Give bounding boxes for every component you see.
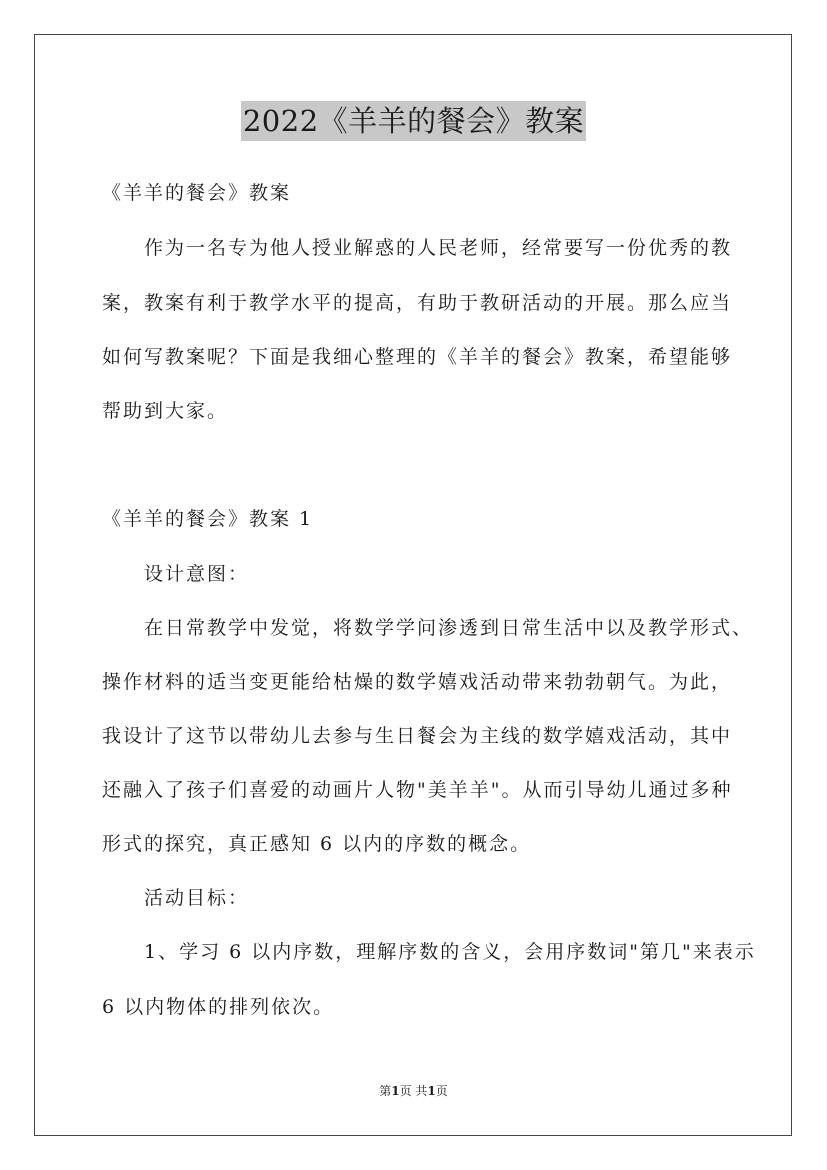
design-line-1: 在日常教学中发觉，将数学学问渗透到日常生活中以及教学形式、 xyxy=(144,617,754,639)
footer-page-mid: 页 共 xyxy=(399,1084,428,1098)
design-line-2: 操作材料的适当变更能给枯燥的数学嬉戏活动带来勃勃朝气。为此， xyxy=(102,671,733,693)
intro-line-1: 作为一名专为他人授业解惑的人民老师，经常要写一份优秀的教 xyxy=(144,237,733,259)
intro-line-4: 帮助到大家。 xyxy=(102,400,229,422)
intro-line-3: 如何写教案呢？下面是我细心整理的《羊羊的餐会》教案，希望能够 xyxy=(102,346,733,368)
title-container xyxy=(0,101,827,141)
intro-line-2: 案，教案有利于教学水平的提高，有助于教研活动的开展。那么应当 xyxy=(102,292,733,314)
goal-line-2: 6 以内物体的排列依次。 xyxy=(102,996,335,1018)
footer-total-pages: 1 xyxy=(427,1084,436,1098)
design-line-4: 还融入了孩子们喜爱的动画片人物"美羊羊"。从而引导幼儿通过多种 xyxy=(102,779,733,801)
page-footer xyxy=(0,1083,827,1099)
design-line-3: 我设计了这节以带幼儿去参与生日餐会为主线的数学嬉戏活动，其中 xyxy=(102,725,733,747)
design-label: 设计意图： xyxy=(144,563,250,585)
footer-page-prefix: 第 xyxy=(379,1084,392,1098)
section-heading: 《羊羊的餐会》教案 1 xyxy=(102,508,314,530)
document-title: 2022《羊羊的餐会》教案 xyxy=(241,101,586,141)
footer-page-number: 1 xyxy=(391,1084,400,1098)
goal-line-1: 1、学习 6 以内序数，理解序数的含义，会用序数词"第几"来表示 xyxy=(144,941,756,963)
design-line-5: 形式的探究，真正感知 6 以内的序数的概念。 xyxy=(102,833,532,855)
footer-page-suffix: 页 xyxy=(435,1084,448,1098)
subtitle: 《羊羊的餐会》教案 xyxy=(102,182,292,204)
goal-label: 活动目标： xyxy=(144,887,250,909)
